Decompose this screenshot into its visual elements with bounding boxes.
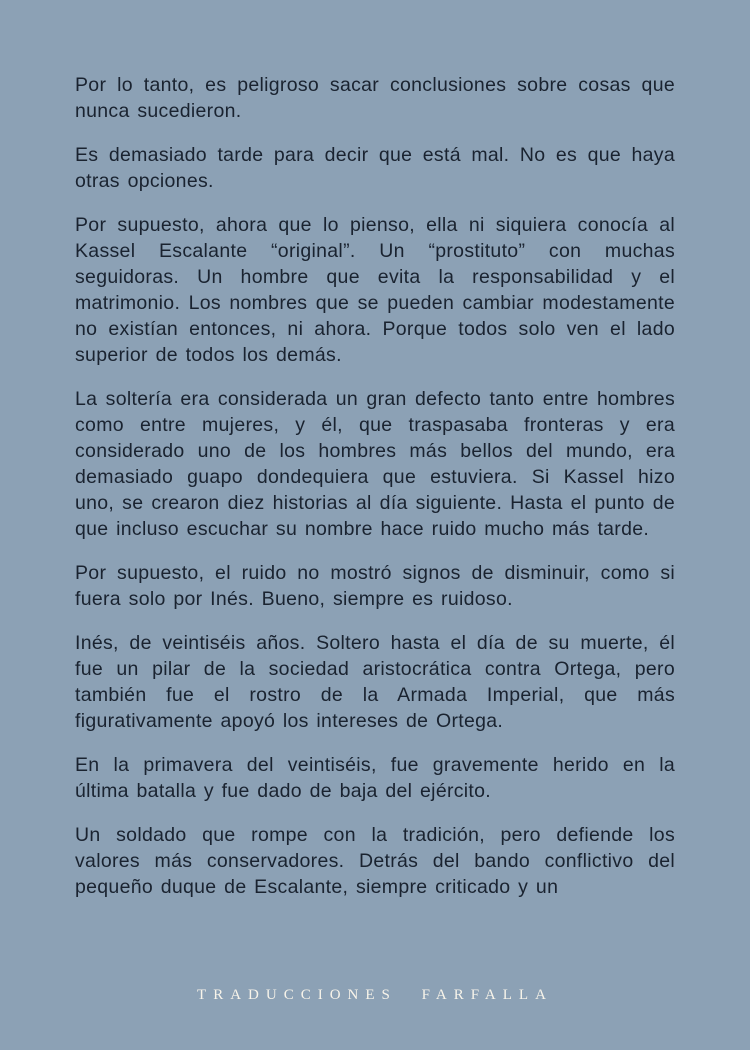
paragraph-1: Por lo tanto, es peligroso sacar conclusiones sobre cosas que nunca sucedieron. [75,74,675,122]
page-text-block [75,72,675,918]
paragraph-7: En la primavera del veintiséis, fue gravemente herido en la última batalla y fue dado de baja del ejército. [75,754,675,802]
paragraph-2: Es demasiado tarde para decir que está mal. No es que haya otras opciones. [75,144,675,192]
paragraph-6: Inés, de veintiséis años. Soltero hasta el día de su muerte, él fue un pilar de la sociedad aristocrática contra Ortega, pero también fue el rostro de la Armada Imperial, que más figurativamente apoyó los intereses de Ortega. [75,632,675,732]
paragraph-4: La soltería era considerada un gran defecto tanto entre hombres como entre mujeres, y él, que traspasaba fronteras y era considerado uno de los hombres más bellos del mundo, era demasiado guapo dondequiera que estuviera. Si Kassel hizo uno, se crearon diez historias al día siguiente. Hasta el punto de que incluso escuchar su nombre hace ruido mucho más tarde. [75,388,675,540]
publisher-credit: TRADUCCIONES FARFALLA [197,987,553,1003]
paragraph-8: Un soldado que rompe con la tradición, pero defiende los valores más conservadores. Detrás del bando conflictivo del pequeño duque de Escalante, siempre criticado y un [75,824,675,898]
paragraph-5: Por supuesto, el ruido no mostró signos de disminuir, como si fuera solo por Inés. Bueno, siempre es ruidoso. [75,562,675,610]
paragraph-3: Por supuesto, ahora que lo pienso, ella ni siquiera conocía al Kassel Escalante “original”. Un “prostituto” con muchas seguidoras. Un hombre que evita la responsabilidad y el matrimonio. Los nombres que se pueden cambiar modestamente no existían entonces, ni ahora. Porque todos solo ven el lado superior de todos los demás. [75,214,675,366]
